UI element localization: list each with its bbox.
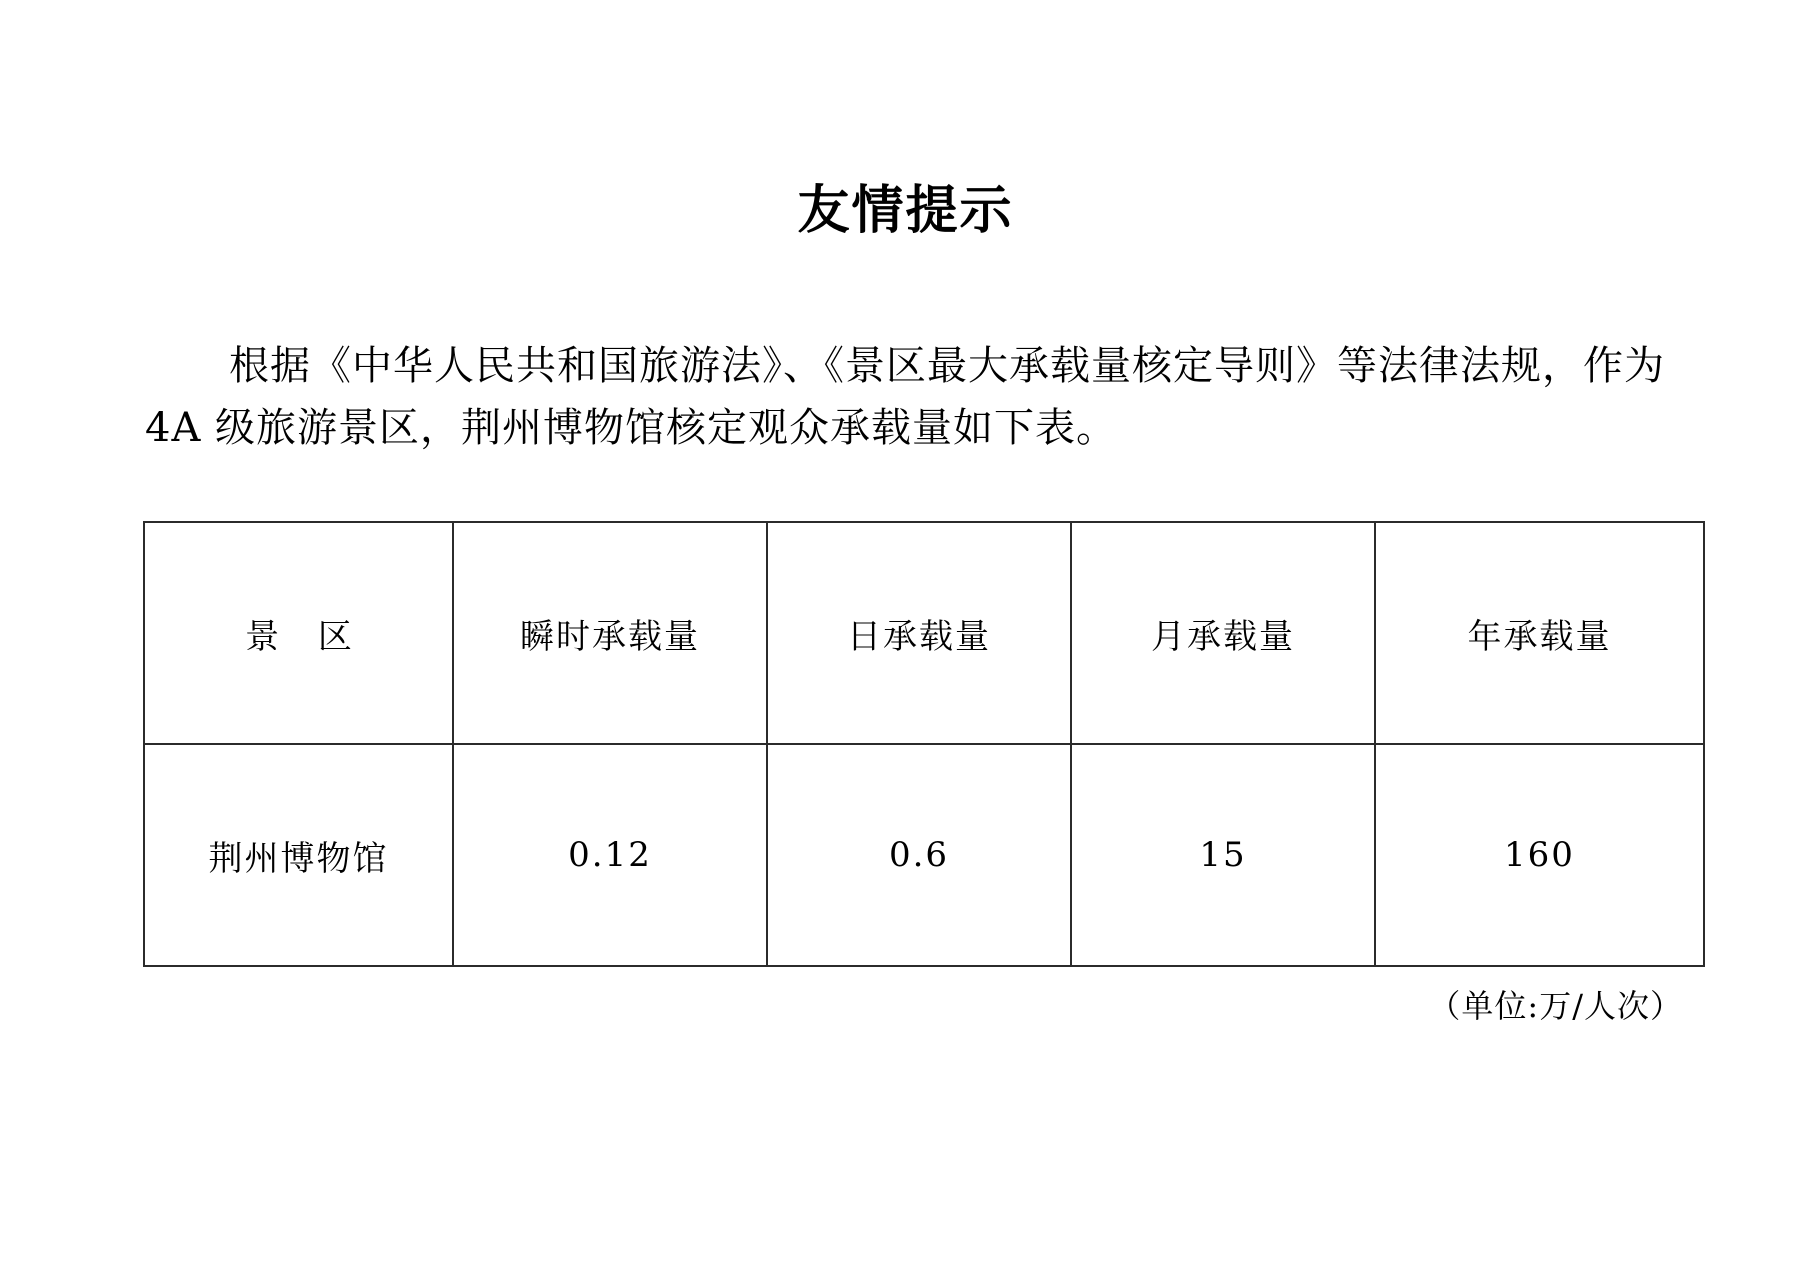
cell-monthly-capacity: 15 xyxy=(1071,744,1375,966)
capacity-table xyxy=(143,521,1705,967)
table-row xyxy=(144,744,1704,966)
body-paragraph xyxy=(145,335,1665,459)
paragraph-text: 根据《中华人民共和国旅游法》、《景区最大承载量核定导则》等法律法规，作为 4A 级旅游景区，荆州博物馆核定观众承载量如下表。 xyxy=(145,343,1665,451)
cell-scenic-area: 荆州博物馆 xyxy=(144,744,453,966)
unit-note: （单位:万/人次） xyxy=(1428,987,1683,1025)
header-instant-capacity: 瞬时承载量 xyxy=(453,522,767,744)
cell-daily-capacity: 0.6 xyxy=(767,744,1071,966)
header-yearly-capacity: 年承载量 xyxy=(1375,522,1704,744)
header-monthly-capacity: 月承载量 xyxy=(1071,522,1375,744)
header-daily-capacity: 日承载量 xyxy=(767,522,1071,744)
cell-instant-capacity: 0.12 xyxy=(453,744,767,966)
header-scenic-area-label: 景 区 xyxy=(245,616,366,657)
page-title: 友情提示 xyxy=(797,180,1014,241)
table-header-row xyxy=(144,522,1704,744)
header-scenic-area xyxy=(144,522,453,744)
cell-yearly-capacity: 160 xyxy=(1375,744,1704,966)
